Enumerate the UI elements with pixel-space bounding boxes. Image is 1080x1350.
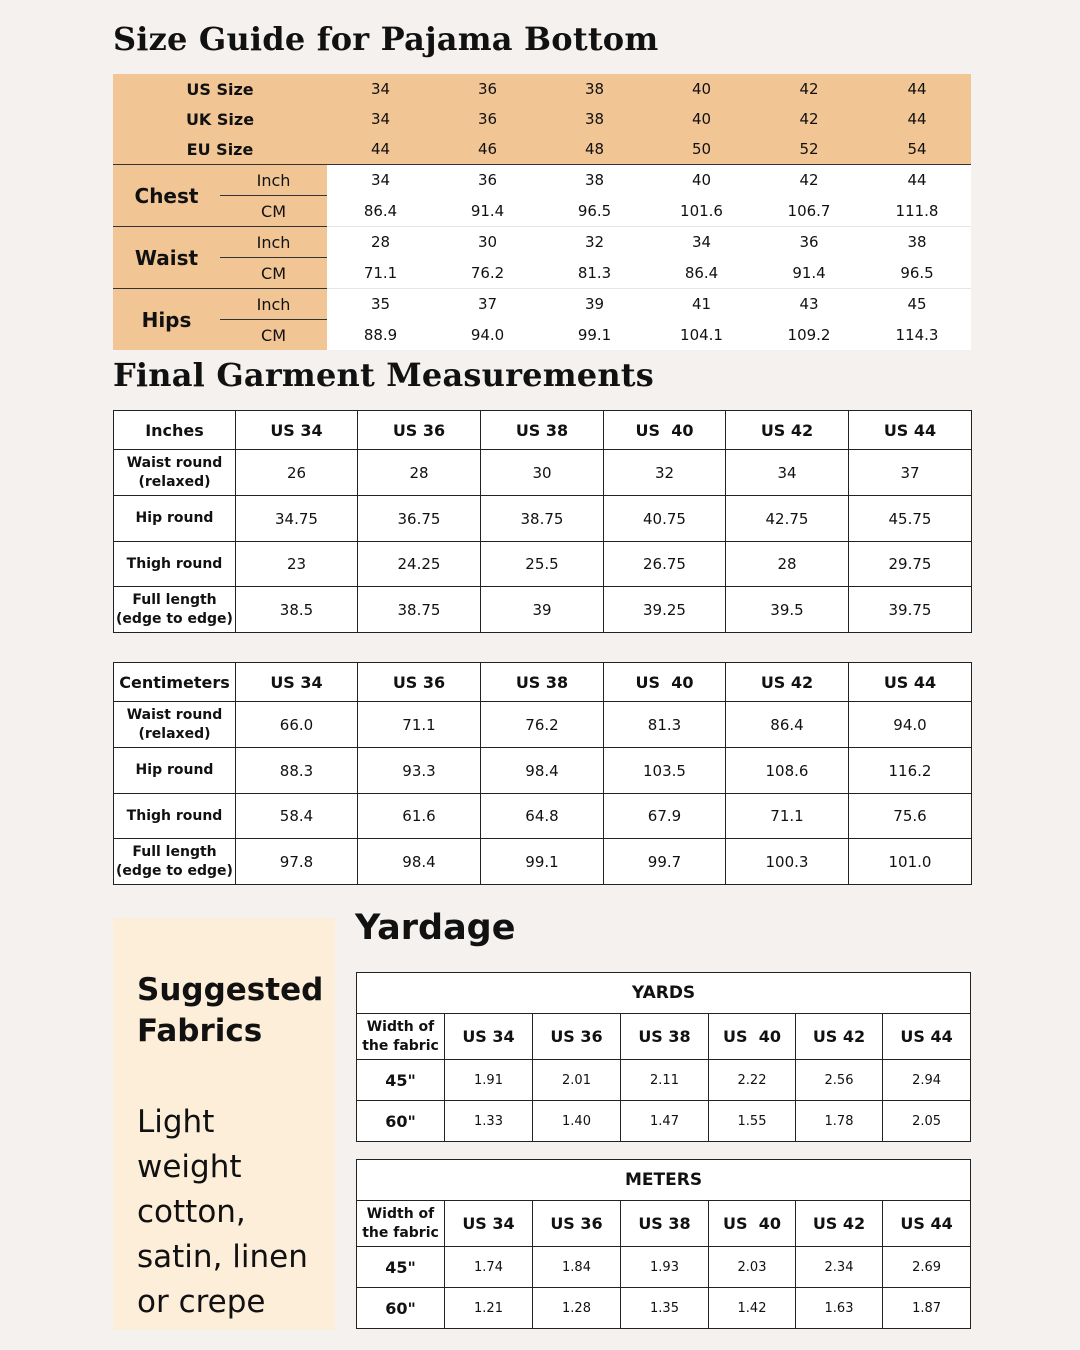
uk-size-label: UK Size: [113, 104, 327, 134]
table-row: [357, 1247, 971, 1288]
us-size-value: 44: [863, 74, 971, 104]
column-header: US 44: [849, 411, 972, 450]
table-cell: 38.75: [481, 496, 604, 542]
row-header: Thigh round: [114, 794, 236, 839]
column-header: US 44: [849, 663, 972, 702]
waist-label: Waist: [113, 227, 220, 289]
table-cell: 100.3: [726, 839, 849, 885]
table-cell: 25.5: [481, 542, 604, 587]
table-cell: 2.11: [621, 1060, 709, 1101]
centimeters-table: [113, 662, 972, 885]
chest-inch-value: 44: [863, 165, 971, 196]
table-cell: 1.91: [445, 1060, 533, 1101]
column-header: US 40: [709, 1201, 796, 1247]
column-header: US 36: [533, 1201, 621, 1247]
inches-header-row: [114, 411, 972, 450]
table-cell: 93.3: [358, 748, 481, 794]
waist-inch-value: 32: [541, 227, 648, 258]
waist-inch-value: 36: [755, 227, 863, 258]
table-cell: 1.84: [533, 1247, 621, 1288]
inches-corner-label: Inches: [114, 411, 236, 450]
row-header: Hip round: [114, 496, 236, 542]
uk-size-value: 38: [541, 104, 648, 134]
column-header: US 40: [709, 1014, 796, 1060]
width-of-fabric-label: Width of the fabric: [357, 1201, 445, 1247]
table-cell: 26.75: [604, 542, 726, 587]
waist-inch-value: 38: [863, 227, 971, 258]
table-cell: 34.75: [236, 496, 358, 542]
hips-inch-value: 39: [541, 289, 648, 320]
eu-size-value: 50: [648, 134, 755, 165]
column-header: US 34: [236, 663, 358, 702]
final-garment-title: Final Garment Measurements: [113, 356, 654, 394]
cm-unit-label: CM: [220, 196, 327, 227]
table-cell: 28: [358, 450, 481, 496]
row-header: Hip round: [114, 748, 236, 794]
hips-cm-value: 99.1: [541, 320, 648, 351]
meters-title: METERS: [357, 1160, 971, 1201]
row-header: 45": [357, 1060, 445, 1101]
us-size-value: 34: [327, 74, 434, 104]
eu-size-label: EU Size: [113, 134, 327, 165]
table-cell: 61.6: [358, 794, 481, 839]
uk-size-value: 36: [434, 104, 541, 134]
column-header: US 38: [621, 1201, 709, 1247]
waist-cm-value: 71.1: [327, 258, 434, 289]
hips-label: Hips: [113, 289, 220, 351]
table-cell: 30: [481, 450, 604, 496]
table-cell: 88.3: [236, 748, 358, 794]
uk-size-value: 40: [648, 104, 755, 134]
meters-table: [356, 1159, 971, 1329]
size-guide-title: Size Guide for Pajama Bottom: [113, 20, 659, 58]
column-header: US 42: [796, 1014, 883, 1060]
chest-inch-value: 40: [648, 165, 755, 196]
table-cell: 2.69: [883, 1247, 971, 1288]
waist-cm-value: 91.4: [755, 258, 863, 289]
table-row: [114, 450, 972, 496]
yards-table: [356, 972, 971, 1142]
chest-inch-row: [113, 165, 971, 196]
hips-inch-value: 41: [648, 289, 755, 320]
table-row: [357, 1288, 971, 1329]
row-header: Full length (edge to edge): [114, 587, 236, 633]
cm-unit-label: CM: [220, 320, 327, 351]
column-header: US 38: [481, 411, 604, 450]
table-cell: 98.4: [358, 839, 481, 885]
chest-inch-value: 34: [327, 165, 434, 196]
table-cell: 26: [236, 450, 358, 496]
size-guide-table: [113, 74, 971, 350]
eu-size-value: 52: [755, 134, 863, 165]
hips-cm-value: 114.3: [863, 320, 971, 351]
hips-inch-value: 43: [755, 289, 863, 320]
chest-cm-value: 106.7: [755, 196, 863, 227]
table-cell: 39.5: [726, 587, 849, 633]
width-of-fabric-label: Width of the fabric: [357, 1014, 445, 1060]
table-row: [114, 839, 972, 885]
chest-inch-value: 36: [434, 165, 541, 196]
table-cell: 1.40: [533, 1101, 621, 1142]
table-cell: 67.9: [604, 794, 726, 839]
table-row: [357, 1060, 971, 1101]
table-cell: 108.6: [726, 748, 849, 794]
eu-size-row: [113, 134, 971, 165]
waist-cm-value: 86.4: [648, 258, 755, 289]
us-size-value: 36: [434, 74, 541, 104]
table-cell: 58.4: [236, 794, 358, 839]
table-cell: 2.56: [796, 1060, 883, 1101]
uk-size-value: 42: [755, 104, 863, 134]
row-header: 45": [357, 1247, 445, 1288]
row-header: 60": [357, 1288, 445, 1329]
hips-cm-value: 104.1: [648, 320, 755, 351]
us-size-value: 38: [541, 74, 648, 104]
table-cell: 1.21: [445, 1288, 533, 1329]
table-cell: 2.05: [883, 1101, 971, 1142]
eu-size-value: 48: [541, 134, 648, 165]
column-header: US 42: [796, 1201, 883, 1247]
cm-unit-label: CM: [220, 258, 327, 289]
chest-inch-value: 38: [541, 165, 648, 196]
table-cell: 29.75: [849, 542, 972, 587]
column-header: US 38: [621, 1014, 709, 1060]
hips-inch-value: 35: [327, 289, 434, 320]
table-cell: 71.1: [358, 702, 481, 748]
suggested-fabrics-panel: [113, 918, 335, 1330]
centimeters-header-row: [114, 663, 972, 702]
hips-cm-value: 109.2: [755, 320, 863, 351]
yards-header-row: [357, 1014, 971, 1060]
table-cell: 2.22: [709, 1060, 796, 1101]
hips-cm-value: 94.0: [434, 320, 541, 351]
table-cell: 1.42: [709, 1288, 796, 1329]
table-cell: 37: [849, 450, 972, 496]
column-header: US 42: [726, 663, 849, 702]
table-cell: 86.4: [726, 702, 849, 748]
table-cell: 1.28: [533, 1288, 621, 1329]
us-size-value: 40: [648, 74, 755, 104]
table-row: [114, 496, 972, 542]
table-cell: 1.78: [796, 1101, 883, 1142]
row-header: Waist round (relaxed): [114, 450, 236, 496]
table-row: [114, 542, 972, 587]
table-cell: 99.1: [481, 839, 604, 885]
table-cell: 99.7: [604, 839, 726, 885]
table-cell: 34: [726, 450, 849, 496]
waist-cm-value: 96.5: [863, 258, 971, 289]
column-header: US 40: [604, 663, 726, 702]
eu-size-value: 46: [434, 134, 541, 165]
table-row: [114, 748, 972, 794]
yards-title-row: [357, 973, 971, 1014]
waist-inch-value: 34: [648, 227, 755, 258]
table-cell: 1.47: [621, 1101, 709, 1142]
table-cell: 36.75: [358, 496, 481, 542]
column-header: US 44: [883, 1201, 971, 1247]
chest-cm-row: [113, 196, 971, 227]
table-cell: 38.75: [358, 587, 481, 633]
uk-size-row: [113, 104, 971, 134]
uk-size-value: 34: [327, 104, 434, 134]
waist-inch-value: 28: [327, 227, 434, 258]
column-header: US 34: [236, 411, 358, 450]
table-cell: 64.8: [481, 794, 604, 839]
table-cell: 1.33: [445, 1101, 533, 1142]
table-cell: 23: [236, 542, 358, 587]
us-size-value: 42: [755, 74, 863, 104]
waist-inch-value: 30: [434, 227, 541, 258]
table-row: [114, 702, 972, 748]
table-cell: 45.75: [849, 496, 972, 542]
chest-inch-value: 42: [755, 165, 863, 196]
table-cell: 39.25: [604, 587, 726, 633]
column-header: US 40: [604, 411, 726, 450]
column-header: US 44: [883, 1014, 971, 1060]
row-header: Waist round (relaxed): [114, 702, 236, 748]
table-row: [357, 1101, 971, 1142]
hips-inch-row: [113, 289, 971, 320]
row-header: Thigh round: [114, 542, 236, 587]
waist-cm-value: 81.3: [541, 258, 648, 289]
chest-cm-value: 96.5: [541, 196, 648, 227]
inches-table: [113, 410, 972, 633]
column-header: US 38: [481, 663, 604, 702]
column-header: US 36: [358, 663, 481, 702]
column-header: US 34: [445, 1201, 533, 1247]
table-cell: 2.03: [709, 1247, 796, 1288]
row-header: 60": [357, 1101, 445, 1142]
table-cell: 75.6: [849, 794, 972, 839]
hips-inch-value: 37: [434, 289, 541, 320]
table-cell: 1.74: [445, 1247, 533, 1288]
table-cell: 2.01: [533, 1060, 621, 1101]
table-cell: 1.93: [621, 1247, 709, 1288]
centimeters-corner-label: Centimeters: [114, 663, 236, 702]
table-cell: 42.75: [726, 496, 849, 542]
uk-size-value: 44: [863, 104, 971, 134]
waist-cm-row: [113, 258, 971, 289]
us-size-row: [113, 74, 971, 104]
eu-size-value: 54: [863, 134, 971, 165]
table-cell: 101.0: [849, 839, 972, 885]
table-cell: 76.2: [481, 702, 604, 748]
table-cell: 32: [604, 450, 726, 496]
table-cell: 2.34: [796, 1247, 883, 1288]
table-cell: 81.3: [604, 702, 726, 748]
table-cell: 98.4: [481, 748, 604, 794]
suggested-fabrics-text: Light weight cotton, satin, linen or crepe: [137, 1104, 308, 1320]
table-cell: 1.35: [621, 1288, 709, 1329]
inch-unit-label: Inch: [220, 165, 327, 196]
row-header: Full length (edge to edge): [114, 839, 236, 885]
table-cell: 2.94: [883, 1060, 971, 1101]
table-cell: 1.87: [883, 1288, 971, 1329]
table-cell: 116.2: [849, 748, 972, 794]
meters-title-row: [357, 1160, 971, 1201]
table-cell: 66.0: [236, 702, 358, 748]
table-cell: 38.5: [236, 587, 358, 633]
table-row: [114, 794, 972, 839]
table-cell: 40.75: [604, 496, 726, 542]
hips-cm-row: [113, 320, 971, 351]
eu-size-value: 44: [327, 134, 434, 165]
table-cell: 94.0: [849, 702, 972, 748]
us-size-label: US Size: [113, 74, 327, 104]
waist-cm-value: 76.2: [434, 258, 541, 289]
meters-header-row: [357, 1201, 971, 1247]
inch-unit-label: Inch: [220, 289, 327, 320]
yardage-title: Yardage: [355, 908, 516, 948]
table-cell: 71.1: [726, 794, 849, 839]
chest-cm-value: 101.6: [648, 196, 755, 227]
chest-cm-value: 91.4: [434, 196, 541, 227]
table-cell: 1.63: [796, 1288, 883, 1329]
table-cell: 1.55: [709, 1101, 796, 1142]
table-cell: 97.8: [236, 839, 358, 885]
column-header: US 36: [533, 1014, 621, 1060]
table-row: [114, 587, 972, 633]
inch-unit-label: Inch: [220, 227, 327, 258]
hips-inch-value: 45: [863, 289, 971, 320]
hips-cm-value: 88.9: [327, 320, 434, 351]
table-cell: 28: [726, 542, 849, 587]
suggested-fabrics-title: Suggested Fabrics: [137, 972, 324, 1049]
chest-cm-value: 86.4: [327, 196, 434, 227]
column-header: US 34: [445, 1014, 533, 1060]
column-header: US 36: [358, 411, 481, 450]
table-cell: 103.5: [604, 748, 726, 794]
chest-cm-value: 111.8: [863, 196, 971, 227]
yards-title: YARDS: [357, 973, 971, 1014]
table-cell: 24.25: [358, 542, 481, 587]
table-cell: 39.75: [849, 587, 972, 633]
waist-inch-row: [113, 227, 971, 258]
table-cell: 39: [481, 587, 604, 633]
column-header: US 42: [726, 411, 849, 450]
chest-label: Chest: [113, 165, 220, 227]
